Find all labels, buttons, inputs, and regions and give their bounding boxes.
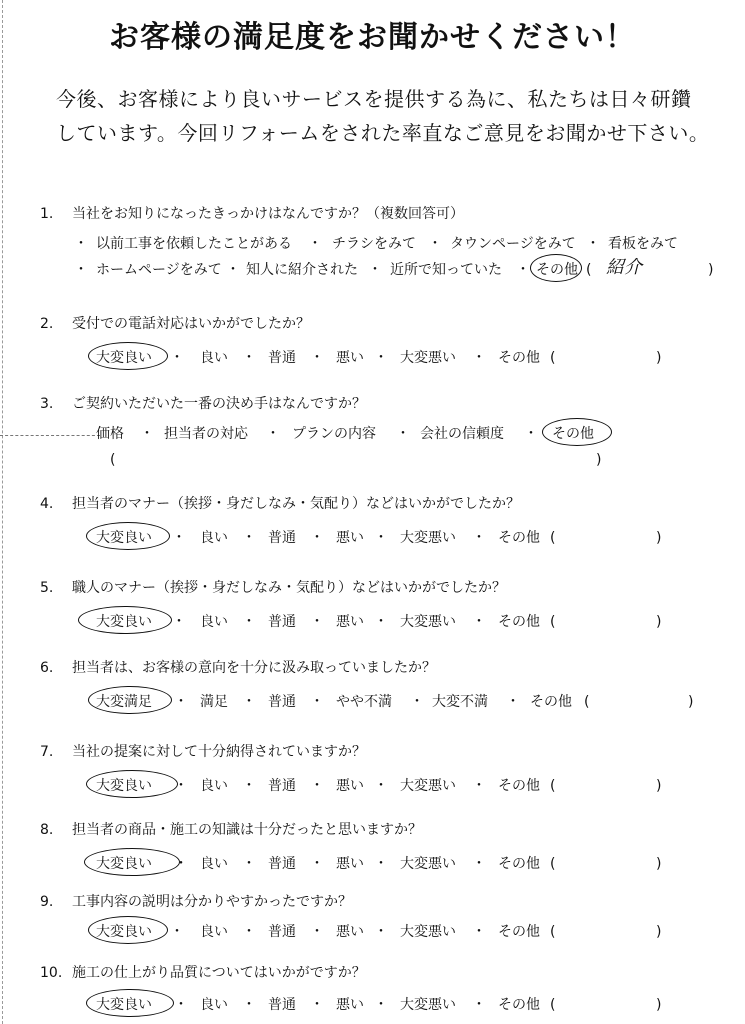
separator-dot: ・ xyxy=(472,614,486,630)
paren-close: ) xyxy=(596,452,602,468)
question-label: 工事内容の説明は分かりやすかったですか？ xyxy=(72,894,352,910)
option-average[interactable]: 普通 xyxy=(268,778,296,794)
option-very-bad[interactable]: 大変悪い xyxy=(400,856,456,872)
paren-close: ) xyxy=(688,694,694,710)
paren-open: ( xyxy=(584,694,590,710)
paren-open: ( xyxy=(550,778,556,794)
option-other[interactable]: その他 xyxy=(498,924,540,940)
question-10-options xyxy=(40,992,730,1018)
option-other[interactable]: その他 xyxy=(530,694,572,710)
option-referral[interactable]: 知人に紹介された xyxy=(246,262,358,278)
separator-dot: ・ xyxy=(172,530,186,546)
question-8-options xyxy=(40,851,730,877)
question-label: 施工の仕上がり品質についてはいかがですか？ xyxy=(72,965,366,981)
separator-dot: ・ xyxy=(310,856,324,872)
option-very-bad[interactable]: 大変悪い xyxy=(400,614,456,630)
question-9-options xyxy=(40,919,730,945)
question-4-text xyxy=(40,493,730,515)
option-very-bad[interactable]: 大変悪い xyxy=(400,997,456,1013)
question-number: 10. xyxy=(40,965,63,981)
question-8 xyxy=(40,819,730,877)
separator-dot: ・ xyxy=(242,924,256,940)
separator-dot: ・ xyxy=(242,778,256,794)
question-1 xyxy=(40,203,730,283)
intro-text xyxy=(56,82,716,150)
question-label: 当社の提案に対して十分納得されていますか？ xyxy=(72,744,366,760)
question-label: 担当者のマナー（挨拶・身だしなみ・気配り）などはいかがでしたか？ xyxy=(72,496,520,512)
option-satisfied[interactable]: 満足 xyxy=(200,694,228,710)
intro-line-1: 今後、お客様により良いサービスを提供する為に、私たちは日々研鑽 xyxy=(56,87,692,111)
paren-open: ( xyxy=(550,530,556,546)
question-2 xyxy=(40,313,730,371)
separator-dot: ・ xyxy=(374,924,388,940)
question-label: 担当者の商品・施工の知識は十分だったと思いますか？ xyxy=(72,822,422,838)
page-title: お客様の満足度をお聞かせください！ xyxy=(109,20,636,55)
separator-dot: ・ xyxy=(242,997,256,1013)
option-signboard[interactable]: 看板をみて xyxy=(608,236,678,252)
option-good[interactable]: 良い xyxy=(200,997,228,1013)
question-number: 9. xyxy=(40,894,54,910)
paren-close: ) xyxy=(656,350,662,366)
option-good[interactable]: 良い xyxy=(200,614,228,630)
question-2-options xyxy=(40,345,730,371)
option-average[interactable]: 普通 xyxy=(268,350,296,366)
separator-dot: ・ xyxy=(174,694,188,710)
separator-dot: ・ xyxy=(310,924,324,940)
question-1-options-row-1 xyxy=(40,231,730,257)
question-5-options xyxy=(40,609,730,635)
separator-dot: ・ xyxy=(310,614,324,630)
separator-dot: ・ xyxy=(74,236,88,252)
question-7-options xyxy=(40,773,730,799)
question-3-options xyxy=(40,421,730,447)
paren-close: ) xyxy=(656,856,662,872)
separator-dot: ・ xyxy=(74,262,88,278)
option-good[interactable]: 良い xyxy=(200,350,228,366)
option-very-good[interactable]: 大変良い xyxy=(96,856,152,872)
separator-dot: ・ xyxy=(310,997,324,1013)
option-other[interactable]: その他 xyxy=(536,262,578,278)
scan-edge-line xyxy=(2,0,3,1024)
separator-dot: ・ xyxy=(410,694,424,710)
option-average[interactable]: 普通 xyxy=(268,997,296,1013)
option-neighborhood[interactable]: 近所で知っていた xyxy=(390,262,502,278)
question-number: 8. xyxy=(40,822,54,838)
question-9 xyxy=(40,891,730,945)
option-good[interactable]: 良い xyxy=(200,778,228,794)
question-10-text xyxy=(40,962,730,984)
option-bad[interactable]: 悪い xyxy=(336,924,364,940)
separator-dot: ・ xyxy=(310,530,324,546)
question-number: 2. xyxy=(40,316,54,332)
option-other[interactable]: その他 xyxy=(498,614,540,630)
separator-dot: ・ xyxy=(472,350,486,366)
option-very-satisfied[interactable]: 大変満足 xyxy=(96,694,152,710)
question-9-text xyxy=(40,891,730,913)
question-number: 6. xyxy=(40,660,54,676)
question-3-other-row xyxy=(40,447,730,473)
question-7-text xyxy=(40,741,730,763)
question-4-options xyxy=(40,525,730,551)
question-3 xyxy=(40,393,730,473)
question-2-text xyxy=(40,313,730,335)
option-very-good[interactable]: 大変良い xyxy=(96,614,152,630)
question-6-options xyxy=(40,689,730,715)
separator-dot: ・ xyxy=(524,426,538,442)
option-other[interactable]: その他 xyxy=(552,426,594,442)
option-very-good[interactable]: 大変良い xyxy=(96,350,152,366)
separator-dot: ・ xyxy=(374,778,388,794)
separator-dot: ・ xyxy=(368,262,382,278)
separator-dot: ・ xyxy=(170,924,184,940)
option-homepage[interactable]: ホームページをみて xyxy=(96,262,222,278)
option-town-page[interactable]: タウンページをみて xyxy=(450,236,576,252)
question-5-text xyxy=(40,577,730,599)
separator-dot: ・ xyxy=(310,778,324,794)
question-number: 5. xyxy=(40,580,54,596)
option-other[interactable]: その他 xyxy=(498,530,540,546)
separator-dot: ・ xyxy=(242,530,256,546)
option-company-trust[interactable]: 会社の信頼度 xyxy=(420,426,504,442)
question-1-text xyxy=(40,203,730,225)
paren-close: ) xyxy=(656,997,662,1013)
paren-open: ( xyxy=(550,614,556,630)
option-bad[interactable]: 悪い xyxy=(336,350,364,366)
question-number: 1. xyxy=(40,206,54,222)
separator-dot: ・ xyxy=(242,856,256,872)
option-average[interactable]: 普通 xyxy=(268,924,296,940)
option-average[interactable]: 普通 xyxy=(268,694,296,710)
option-bad[interactable]: 悪い xyxy=(336,856,364,872)
separator-dot: ・ xyxy=(308,236,322,252)
option-good[interactable]: 良い xyxy=(200,530,228,546)
paren-open: ( xyxy=(550,924,556,940)
option-other[interactable]: その他 xyxy=(498,856,540,872)
separator-dot: ・ xyxy=(396,426,410,442)
option-plan-content[interactable]: プランの内容 xyxy=(292,426,376,442)
separator-dot: ・ xyxy=(140,426,154,442)
option-bad[interactable]: 悪い xyxy=(336,614,364,630)
question-3-text xyxy=(40,393,730,415)
separator-dot: ・ xyxy=(174,778,188,794)
paren-open: ( xyxy=(550,350,556,366)
option-very-good[interactable]: 大変良い xyxy=(96,530,152,546)
question-10 xyxy=(40,962,730,1018)
option-very-good[interactable]: 大変良い xyxy=(96,997,152,1013)
paren-close: ) xyxy=(656,530,662,546)
question-1-options-row-2 xyxy=(40,257,730,283)
separator-dot: ・ xyxy=(472,924,486,940)
option-flyer[interactable]: チラシをみて xyxy=(332,236,416,252)
separator-dot: ・ xyxy=(226,262,240,278)
separator-dot: ・ xyxy=(242,694,256,710)
question-label: 職人のマナー（挨拶・身だしなみ・気配り）などはいかがでしたか？ xyxy=(72,580,506,596)
paren-close: ) xyxy=(656,924,662,940)
separator-dot: ・ xyxy=(310,694,324,710)
separator-dot: ・ xyxy=(428,236,442,252)
question-label: 担当者は、お客様の意向を十分に汲み取っていましたか？ xyxy=(72,660,436,676)
option-very-dissatisfied[interactable]: 大変不満 xyxy=(432,694,488,710)
paren-close: ) xyxy=(656,778,662,794)
separator-dot: ・ xyxy=(472,778,486,794)
option-price[interactable]: 価格 xyxy=(96,426,124,442)
separator-dot: ・ xyxy=(374,350,388,366)
option-good[interactable]: 良い xyxy=(200,924,228,940)
separator-dot: ・ xyxy=(266,426,280,442)
option-somewhat-dissatisfied[interactable]: やや不満 xyxy=(336,694,392,710)
option-very-bad[interactable]: 大変悪い xyxy=(400,778,456,794)
question-6-text xyxy=(40,657,730,679)
option-bad[interactable]: 悪い xyxy=(336,778,364,794)
question-number: 4. xyxy=(40,496,54,512)
option-other[interactable]: その他 xyxy=(498,997,540,1013)
separator-dot: ・ xyxy=(516,262,530,278)
paren-close: ) xyxy=(656,614,662,630)
separator-dot: ・ xyxy=(242,614,256,630)
separator-dot: ・ xyxy=(374,614,388,630)
separator-dot: ・ xyxy=(174,997,188,1013)
question-label: 受付での電話対応はいかがでしたか？ xyxy=(72,316,310,332)
option-very-bad[interactable]: 大変悪い xyxy=(400,530,456,546)
handwritten-answer: 紹介 xyxy=(606,257,642,278)
separator-dot: ・ xyxy=(506,694,520,710)
separator-dot: ・ xyxy=(242,350,256,366)
paren-open: ( xyxy=(550,997,556,1013)
question-8-text xyxy=(40,819,730,841)
question-4 xyxy=(40,493,730,551)
option-bad[interactable]: 悪い xyxy=(336,997,364,1013)
option-staff-response[interactable]: 担当者の対応 xyxy=(164,426,248,442)
separator-dot: ・ xyxy=(374,997,388,1013)
question-label: ご契約いただいた一番の決め手はなんですか？ xyxy=(72,396,366,412)
option-other[interactable]: その他 xyxy=(498,778,540,794)
intro-line-2: しています。今回リフォームをされた率直なご意見をお聞かせ下さい。 xyxy=(56,121,710,145)
option-previous-work[interactable]: 以前工事を依頼したことがある xyxy=(96,236,292,252)
question-number: 3. xyxy=(40,396,54,412)
question-number: 7. xyxy=(40,744,54,760)
separator-dot: ・ xyxy=(310,350,324,366)
question-5 xyxy=(40,577,730,635)
question-7 xyxy=(40,741,730,799)
option-bad[interactable]: 悪い xyxy=(336,530,364,546)
option-good[interactable]: 良い xyxy=(200,856,228,872)
separator-dot: ・ xyxy=(472,856,486,872)
option-other[interactable]: その他 xyxy=(498,350,540,366)
option-very-good[interactable]: 大変良い xyxy=(96,924,152,940)
separator-dot: ・ xyxy=(170,350,184,366)
option-average[interactable]: 普通 xyxy=(268,530,296,546)
option-average[interactable]: 普通 xyxy=(268,614,296,630)
separator-dot: ・ xyxy=(586,236,600,252)
separator-dot: ・ xyxy=(374,530,388,546)
option-average[interactable]: 普通 xyxy=(268,856,296,872)
option-very-bad[interactable]: 大変悪い xyxy=(400,350,456,366)
question-6 xyxy=(40,657,730,715)
separator-dot: ・ xyxy=(174,856,188,872)
paren-open: ( xyxy=(586,262,592,278)
separator-dot: ・ xyxy=(472,997,486,1013)
separator-dot: ・ xyxy=(172,614,186,630)
separator-dot: ・ xyxy=(374,856,388,872)
option-very-good[interactable]: 大変良い xyxy=(96,778,152,794)
paren-open: ( xyxy=(550,856,556,872)
question-label: 当社をお知りになったきっかけはなんですか？（複数回答可） xyxy=(72,206,464,222)
option-very-bad[interactable]: 大変悪い xyxy=(400,924,456,940)
paren-open: ( xyxy=(110,452,116,468)
separator-dot: ・ xyxy=(472,530,486,546)
paren-close: ) xyxy=(708,262,714,278)
